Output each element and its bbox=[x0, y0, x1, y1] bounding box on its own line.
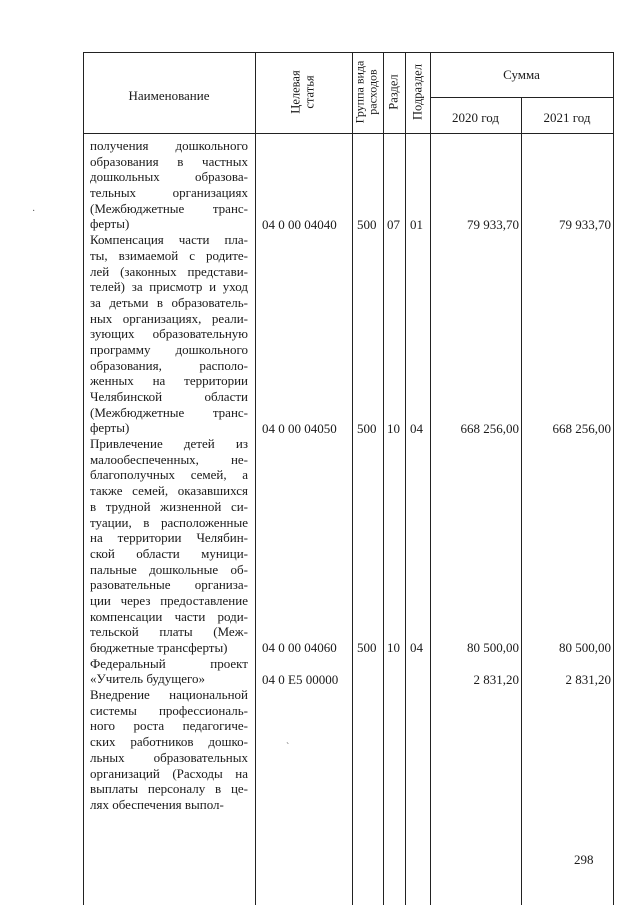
description-line bbox=[90, 703, 248, 719]
description-text: тельской платы (Меж- bbox=[90, 624, 248, 640]
expense-group-cell: 500 bbox=[357, 640, 377, 656]
header-name: Наименование bbox=[128, 88, 210, 103]
description-column bbox=[90, 138, 248, 813]
description-line bbox=[90, 154, 248, 170]
description-line bbox=[90, 656, 248, 672]
description-line bbox=[90, 279, 248, 295]
col-border-left bbox=[83, 52, 84, 905]
description-text: разовательные организа- bbox=[90, 577, 248, 593]
header-target-line1: Целевая bbox=[288, 70, 303, 114]
description-line bbox=[90, 609, 248, 625]
description-text: ции через предоставление bbox=[90, 592, 248, 608]
header-year-2021: 2021 год bbox=[543, 110, 591, 125]
description-text: лях обеспечения выпол- bbox=[90, 796, 224, 812]
description-text: благополучных семей, а bbox=[90, 467, 248, 483]
description-line bbox=[90, 624, 248, 640]
description-line bbox=[90, 216, 248, 232]
header-target-line2: статья bbox=[302, 75, 317, 109]
description-line bbox=[90, 781, 248, 797]
description-line bbox=[90, 467, 248, 483]
description-text: лей (законных представи- bbox=[90, 263, 248, 279]
description-line bbox=[90, 766, 248, 782]
description-line bbox=[90, 593, 248, 609]
description-text: компенсации части роди- bbox=[90, 608, 248, 624]
col-border-code bbox=[352, 52, 353, 905]
description-line bbox=[90, 138, 248, 154]
description-text: ного роста педагогиче- bbox=[90, 718, 248, 734]
header-sum: Сумма bbox=[503, 67, 540, 82]
sum-2020-cell: 80 500,00 bbox=[467, 640, 519, 656]
target-code-cell: 04 0 E5 00000 bbox=[262, 671, 339, 687]
description-text: организаций (Расходы на bbox=[90, 765, 248, 781]
description-text: ферты) bbox=[90, 420, 130, 436]
description-line bbox=[90, 264, 248, 280]
description-text: системы профессиональ- bbox=[90, 702, 248, 718]
header-section: Раздел bbox=[386, 74, 401, 110]
header-target bbox=[255, 52, 352, 133]
description-line bbox=[90, 499, 248, 515]
description-line bbox=[90, 295, 248, 311]
description-text: дошкольных образова- bbox=[90, 169, 248, 185]
description-line bbox=[90, 577, 248, 593]
sum-2021-cell: 668 256,00 bbox=[552, 420, 611, 436]
description-line bbox=[90, 311, 248, 327]
stray-mark: ` bbox=[286, 742, 290, 753]
description-line bbox=[90, 750, 248, 766]
description-line bbox=[90, 358, 248, 374]
description-line bbox=[90, 515, 248, 531]
description-line bbox=[90, 718, 248, 734]
description-line bbox=[90, 169, 248, 185]
header-bottom-border bbox=[83, 133, 613, 134]
description-line bbox=[90, 185, 248, 201]
description-line bbox=[90, 546, 248, 562]
col-border-podrazdel bbox=[430, 52, 431, 905]
description-line bbox=[90, 452, 248, 468]
description-text: образования в частных bbox=[90, 153, 248, 169]
description-line bbox=[90, 342, 248, 358]
header-group bbox=[352, 52, 383, 133]
description-text: Внедрение национальной bbox=[90, 687, 248, 703]
description-text: (Межбюджетные транс- bbox=[90, 200, 248, 216]
description-text: ской области муници- bbox=[90, 545, 248, 561]
description-text: получения дошкольного bbox=[90, 138, 248, 153]
description-text: (Межбюджетные транс- bbox=[90, 404, 248, 420]
description-text: зующих образовательную bbox=[90, 326, 248, 342]
description-line bbox=[90, 562, 248, 578]
description-text: Челябинской области bbox=[90, 389, 248, 404]
description-line bbox=[90, 248, 248, 264]
subsection-cell: 01 bbox=[410, 216, 423, 232]
description-line bbox=[90, 483, 248, 499]
description-text: Привлечение детей из bbox=[90, 436, 248, 452]
description-line bbox=[90, 640, 248, 656]
description-text: «Учитель будущего» bbox=[90, 671, 206, 687]
sum-2021-cell: 80 500,00 bbox=[559, 640, 611, 656]
section-cell: 10 bbox=[387, 420, 400, 436]
expense-group-cell: 500 bbox=[357, 216, 377, 232]
description-text: ских работников дошко- bbox=[90, 734, 248, 750]
section-cell: 10 bbox=[387, 640, 400, 656]
description-text: Компенсация части пла- bbox=[90, 232, 248, 248]
description-line bbox=[90, 232, 248, 248]
description-line bbox=[90, 326, 248, 342]
description-line bbox=[90, 201, 248, 217]
target-code-cell: 04 0 00 04040 bbox=[262, 216, 337, 232]
description-text: туации, в расположенные bbox=[90, 514, 248, 530]
target-code-cell: 04 0 00 04050 bbox=[262, 420, 337, 436]
sum-2020-cell: 2 831,20 bbox=[473, 671, 519, 687]
description-text: пальные дошкольные об- bbox=[90, 561, 248, 577]
description-text: в трудной жизненной си- bbox=[90, 498, 248, 514]
description-line bbox=[90, 373, 248, 389]
description-text: телей) за присмотр и уход bbox=[90, 279, 248, 295]
description-text: Федеральный проект bbox=[90, 655, 248, 671]
description-text: тельных организациях bbox=[90, 185, 248, 201]
description-line bbox=[90, 389, 248, 405]
description-text: льных образовательных bbox=[90, 749, 248, 765]
description-text: также семей, оказавшихся bbox=[90, 483, 248, 499]
col-border-razdel bbox=[405, 52, 406, 905]
header-group-line2: расходов bbox=[365, 69, 380, 115]
description-line bbox=[90, 405, 248, 421]
description-text: за детьми в образователь- bbox=[90, 294, 248, 310]
description-text: ты, взимаемой с родите- bbox=[90, 247, 248, 263]
expense-group-cell: 500 bbox=[357, 420, 377, 436]
description-line bbox=[90, 420, 248, 436]
subsection-cell: 04 bbox=[410, 640, 423, 656]
description-text: выплаты персоналу в це- bbox=[90, 781, 248, 797]
description-line bbox=[90, 671, 248, 687]
margin-mark-left: · bbox=[32, 206, 36, 217]
description-text: на территории Челябин- bbox=[90, 530, 248, 546]
sum-2020-cell: 668 256,00 bbox=[460, 420, 519, 436]
description-text: женных на территории bbox=[90, 373, 248, 389]
description-line bbox=[90, 734, 248, 750]
description-text: бюджетные трансферты) bbox=[90, 640, 228, 655]
sum-2021-cell: 79 933,70 bbox=[559, 216, 611, 232]
description-text: ных организациях, реали- bbox=[90, 310, 248, 326]
col-border-vid bbox=[383, 52, 384, 905]
target-code-cell: 04 0 00 04060 bbox=[262, 640, 337, 656]
page-number: 298 bbox=[574, 852, 594, 867]
col-border-name bbox=[255, 52, 256, 905]
header-group-line1: Группа вида bbox=[352, 60, 367, 124]
sum-2021-cell: 2 831,20 bbox=[565, 671, 611, 687]
description-line bbox=[90, 797, 248, 813]
description-text: программу дошкольного bbox=[90, 341, 248, 357]
description-text: образования, располо- bbox=[90, 357, 248, 373]
description-text: малообеспеченных, не- bbox=[90, 451, 248, 467]
description-text: ферты) bbox=[90, 216, 130, 232]
header-year-2020: 2020 год bbox=[452, 110, 499, 125]
subsection-cell: 04 bbox=[410, 420, 423, 436]
description-line bbox=[90, 687, 248, 703]
description-line bbox=[90, 530, 248, 546]
description-line bbox=[90, 436, 248, 452]
header-subsection: Подраздел bbox=[410, 64, 425, 120]
section-cell: 07 bbox=[387, 216, 400, 232]
col-border-right bbox=[613, 52, 614, 905]
sum-2020-cell: 79 933,70 bbox=[467, 216, 519, 232]
